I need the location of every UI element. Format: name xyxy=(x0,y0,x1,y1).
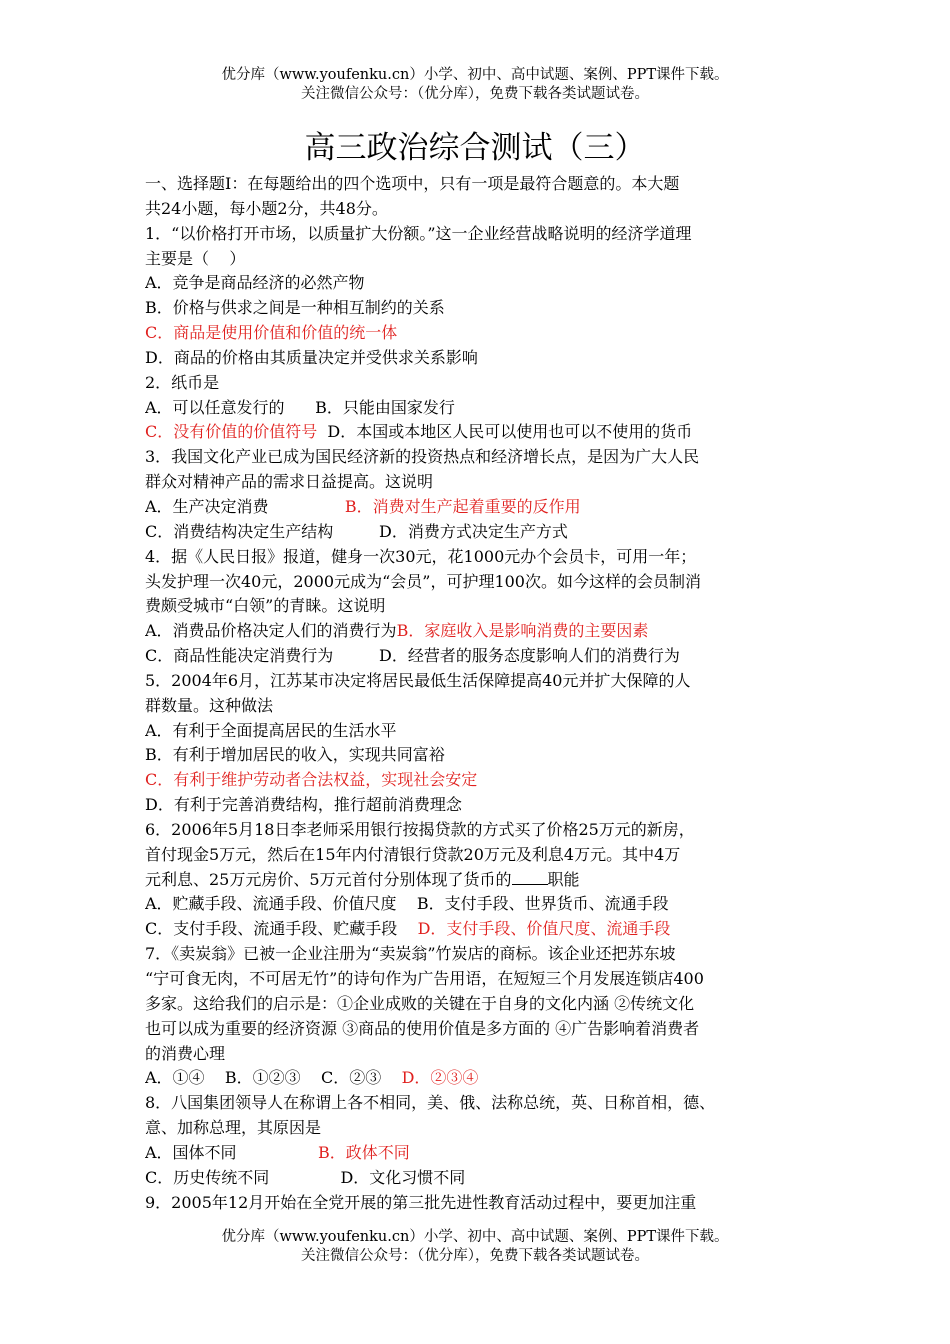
text-segment: 4．据《人民日报》报道，健身一次30元，花1000元办个会员卡，可用一年； xyxy=(145,546,697,566)
text-segment: 意、加称总理，其原因是 xyxy=(145,1118,322,1138)
text-line xyxy=(145,967,825,992)
text-line xyxy=(145,793,825,818)
text-segment: D．商品的价格由其质量决定并受供求关系影响 xyxy=(145,347,478,367)
text-line xyxy=(145,222,825,247)
text-segment: 头发护理一次40元，2000元成为“会员”，可护理100次。如今这样的会员制消 xyxy=(145,571,701,591)
text-line xyxy=(145,644,825,669)
text-segment: 多家。这给我们的启示是：①企业成败的关键在于自身的文化内涵 ②传统文化 xyxy=(145,993,695,1013)
text-line xyxy=(145,1191,825,1216)
text-line xyxy=(145,743,825,768)
answer-highlight: D．②③④ xyxy=(401,1068,479,1088)
text-line xyxy=(145,1141,825,1166)
footer-line-1: 优分库（www.youfenku.cn）小学、初中、高中试题、案例、PPT课件下载。 xyxy=(221,1229,729,1245)
header-line-1: 优分库（www.youfenku.cn）小学、初中、高中试题、案例、PPT课件下载。 xyxy=(221,67,729,83)
text-segment: “宁可食无肉，不可居无竹”的诗句作为广告用语，在短短三个月发展连锁店400 xyxy=(145,969,704,988)
answer-highlight: C．商品是使用价值和价值的统一体 xyxy=(145,323,398,343)
text-segment: 也可以成为重要的经济资源 ③商品的使用价值是多方面的 ④广告影响着消费者 xyxy=(145,1018,700,1038)
text-segment: C．历史传统不同 D．文化习惯不同 xyxy=(145,1167,466,1187)
text-line xyxy=(145,470,825,495)
text-segment: 群数量。这种做法 xyxy=(145,695,274,715)
text-segment: 3．我国文化产业已成为国民经济新的投资热点和经济增长点，是因为广大人民 xyxy=(145,447,700,467)
text-segment: 群众对精神产品的需求日益提高。这说明 xyxy=(145,472,434,492)
page-footer xyxy=(0,1228,950,1266)
text-line xyxy=(145,396,825,421)
answer-highlight: B．消费对生产起着重要的反作用 xyxy=(344,496,581,516)
text-line xyxy=(145,892,825,917)
text-segment: 的消费心理 xyxy=(145,1043,226,1063)
text-segment: 2．纸币是 xyxy=(145,372,220,392)
text-segment: 共24小题，每小题2分，共48分。 xyxy=(145,198,388,218)
text-segment: A．有利于全面提高居民的生活水平 xyxy=(145,720,397,740)
text-segment: A．消费品价格决定人们的消费行为 xyxy=(145,621,397,641)
text-segment: A．竞争是商品经济的必然产物 xyxy=(145,273,365,293)
answer-blank xyxy=(512,869,548,885)
answer-highlight: D．支付手段、价值尺度、流通手段 xyxy=(417,919,671,939)
answer-highlight: C．有利于维护劳动者合法权益，实现社会安定 xyxy=(145,770,478,790)
text-line xyxy=(145,346,825,371)
text-segment: C．商品性能决定消费行为 D．经营者的服务态度影响人们的消费行为 xyxy=(145,646,680,666)
answer-highlight: B．家庭收入是影响消费的主要因素 xyxy=(396,621,649,641)
text-segment: C．消费结构决定生产结构 D．消费方式决定生产方式 xyxy=(145,521,568,541)
text-segment: 1．“以价格打开市场，以质量扩大份额。”这一企业经营战略说明的经济学道理 xyxy=(145,223,692,243)
text-line xyxy=(145,1166,825,1191)
text-segment: A．①④ B．①②③ C．②③ xyxy=(145,1068,402,1088)
text-segment: D．本国或本地区人民可以使用也可以不使用的货币 xyxy=(317,422,693,442)
footer-line-2: 关注微信公众号：（优分库），免费下载各类试题试卷。 xyxy=(301,1248,649,1264)
text-line xyxy=(145,619,825,644)
text-segment: A．贮藏手段、流通手段、价值尺度 B．支付手段、世界货币、流通手段 xyxy=(145,894,669,914)
text-line xyxy=(145,247,825,272)
text-line xyxy=(145,420,825,445)
text-segment: 主要是（ ） xyxy=(145,248,246,268)
answer-highlight: B．政体不同 xyxy=(317,1142,410,1162)
text-line xyxy=(145,1116,825,1141)
text-segment: 8．八国集团领导人在称谓上各不相同，美、俄、法称总统，英、日称首相，德、 xyxy=(145,1093,716,1113)
text-line xyxy=(145,1066,825,1091)
text-line xyxy=(145,570,825,595)
text-line xyxy=(145,520,825,545)
text-segment: 费颇受城市“白领”的青睐。这说明 xyxy=(145,596,386,616)
page-header xyxy=(0,66,950,104)
text-line xyxy=(145,868,825,893)
text-segment: 7．《卖炭翁》已被一企业注册为“卖炭翁”竹炭店的商标。该企业还把苏东坡 xyxy=(145,944,676,964)
text-line xyxy=(145,594,825,619)
text-segment: 9．2005年12月开始在全党开展的第三批先进性教育活动过程中，要更加注重 xyxy=(145,1192,697,1212)
text-line xyxy=(145,197,825,222)
text-line xyxy=(145,942,825,967)
text-segment: 首付现金5万元，然后在15年内付清银行贷款20万元及利息4万元。其中4万 xyxy=(145,844,681,864)
text-segment: D．有利于完善消费结构，推行超前消费理念 xyxy=(145,795,462,815)
text-segment: B．价格与供求之间是一种相互制约的关系 xyxy=(145,298,445,318)
text-line xyxy=(145,1042,825,1067)
header-line-2: 关注微信公众号：（优分库），免费下载各类试题试卷。 xyxy=(301,86,649,102)
text-line xyxy=(145,669,825,694)
text-segment: 元利息、25万元房价、5万元首付分别体现了货币的 xyxy=(145,869,512,889)
text-line xyxy=(145,296,825,321)
text-line xyxy=(145,271,825,296)
text-line xyxy=(145,1091,825,1116)
text-segment: 职能 xyxy=(547,869,580,889)
text-segment: 一、选择题I：在每题给出的四个选项中，只有一项是最符合题意的。本大题 xyxy=(145,174,680,193)
text-segment: A．国体不同 xyxy=(145,1142,318,1162)
text-line xyxy=(145,172,825,197)
text-line xyxy=(145,694,825,719)
text-line xyxy=(145,545,825,570)
text-line xyxy=(145,992,825,1017)
text-line xyxy=(145,917,825,942)
answer-highlight: C．没有价值的价值符号 xyxy=(145,422,318,442)
text-line xyxy=(145,445,825,470)
text-line xyxy=(145,1017,825,1042)
document-body xyxy=(145,172,825,1215)
text-line xyxy=(145,719,825,744)
text-line xyxy=(145,843,825,868)
text-segment: 6．2006年5月18日李老师采用银行按揭贷款的方式买了价格25万元的新房， xyxy=(145,819,695,839)
text-segment: 5．2004年6月，江苏某市决定将居民最低生活保障提高40元并扩大保障的人 xyxy=(145,670,691,690)
text-segment: C．支付手段、流通手段、贮藏手段 xyxy=(145,919,418,939)
text-line xyxy=(145,371,825,396)
text-segment: B．有利于增加居民的收入，实现共同富裕 xyxy=(145,745,445,765)
text-line xyxy=(145,495,825,520)
text-line xyxy=(145,768,825,793)
text-line xyxy=(145,818,825,843)
text-line xyxy=(145,321,825,346)
text-segment: A．可以任意发行的 B．只能由国家发行 xyxy=(145,397,455,417)
document-title: 高三政治综合测试（三） xyxy=(304,130,646,166)
text-segment: A．生产决定消费 xyxy=(145,496,345,516)
